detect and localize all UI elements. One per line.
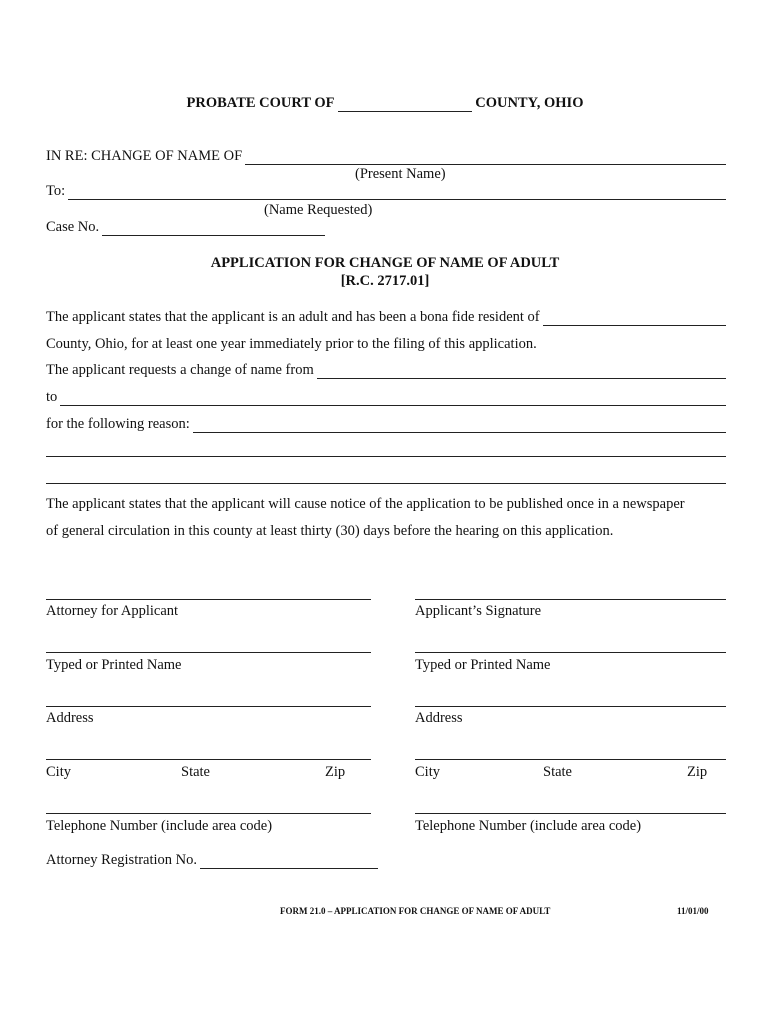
court-header [0,94,770,112]
change-from-text: The applicant requests a change of name from [46,362,314,378]
applicant-signature-field[interactable] [415,585,726,600]
attorney-typed-name-label: Typed or Printed Name [46,657,182,673]
court-prefix: PROBATE COURT OF [186,95,334,111]
change-from-row [46,361,726,379]
applicant-name-field[interactable] [415,638,726,653]
county-field[interactable] [338,97,472,112]
change-from-field[interactable] [317,363,726,379]
reason-field-3[interactable] [46,469,726,484]
resident-row [46,308,726,326]
in-re-row [46,147,726,165]
applicant-telephone-field[interactable] [415,799,726,814]
change-to-field[interactable] [60,390,726,406]
applicant-address-label: Address [415,710,463,726]
reason-text: for the following reason: [46,416,190,432]
change-to-text: to [46,389,58,405]
applicant-telephone-label: Telephone Number (include area code) [415,818,642,834]
case-no-field[interactable] [102,220,325,236]
applicant-signature-label: Applicant’s Signature [415,603,542,619]
attorney-telephone-field[interactable] [46,799,371,814]
footer-date: 11/01/00 [677,906,709,916]
attorney-telephone-label: Telephone Number (include area code) [46,818,273,834]
notice-line-2: of general circulation in this county at least thirty (30) days before the hearing on this application. [46,523,614,539]
court-suffix: COUNTY, OHIO [475,95,584,111]
attorney-signature-field[interactable] [46,585,371,600]
statute-reference: [R.C. 2717.01] [340,273,430,289]
county-text: County, Ohio, for at least one year immediately prior to the filing of this application. [46,336,537,352]
resident-text: The applicant states that the applicant is an adult and has been a bona fide resident of [46,309,540,325]
case-no-row [46,218,325,236]
change-to-row [46,388,726,406]
applicant-typed-name-label: Typed or Printed Name [415,657,551,673]
present-name-field[interactable] [245,149,726,165]
attorney-registration-label: Attorney Registration No. [46,852,198,868]
applicant-zip-label: Zip [687,764,708,780]
attorney-registration-row [46,851,366,869]
resident-county-field[interactable] [543,310,726,326]
attorney-name-field[interactable] [46,638,371,653]
applicant-address-field[interactable] [415,692,726,707]
name-requested-field[interactable] [68,184,726,200]
form-title: APPLICATION FOR CHANGE OF NAME OF ADULT [210,255,560,271]
notice-line-1: The applicant states that the applicant will cause notice of the application to be published once in a newspaper [46,496,685,512]
attorney-registration-field[interactable] [200,853,378,869]
reason-field-2[interactable] [46,442,726,457]
attorney-city-state-zip-field[interactable] [46,745,371,760]
attorney-state-label: State [181,764,210,780]
applicant-city-label: City [415,764,440,780]
attorney-address-label: Address [46,710,94,726]
case-no-label: Case No. [46,219,100,235]
attorney-address-field[interactable] [46,692,371,707]
to-label: To: [46,183,66,199]
in-re-label: IN RE: CHANGE OF NAME OF [46,148,243,164]
attorney-zip-label: Zip [325,764,346,780]
applicant-state-label: State [543,764,572,780]
attorney-city-label: City [46,764,71,780]
name-requested-hint: (Name Requested) [264,202,373,218]
footer-form-title: FORM 21.0 – APPLICATION FOR CHANGE OF NAME OF ADULT [280,906,551,916]
reason-row [46,415,726,433]
attorney-label: Attorney for Applicant [46,603,179,619]
reason-field-1[interactable] [193,417,726,433]
applicant-city-state-zip-field[interactable] [415,745,726,760]
present-name-hint: (Present Name) [355,166,446,182]
to-row [46,182,726,200]
